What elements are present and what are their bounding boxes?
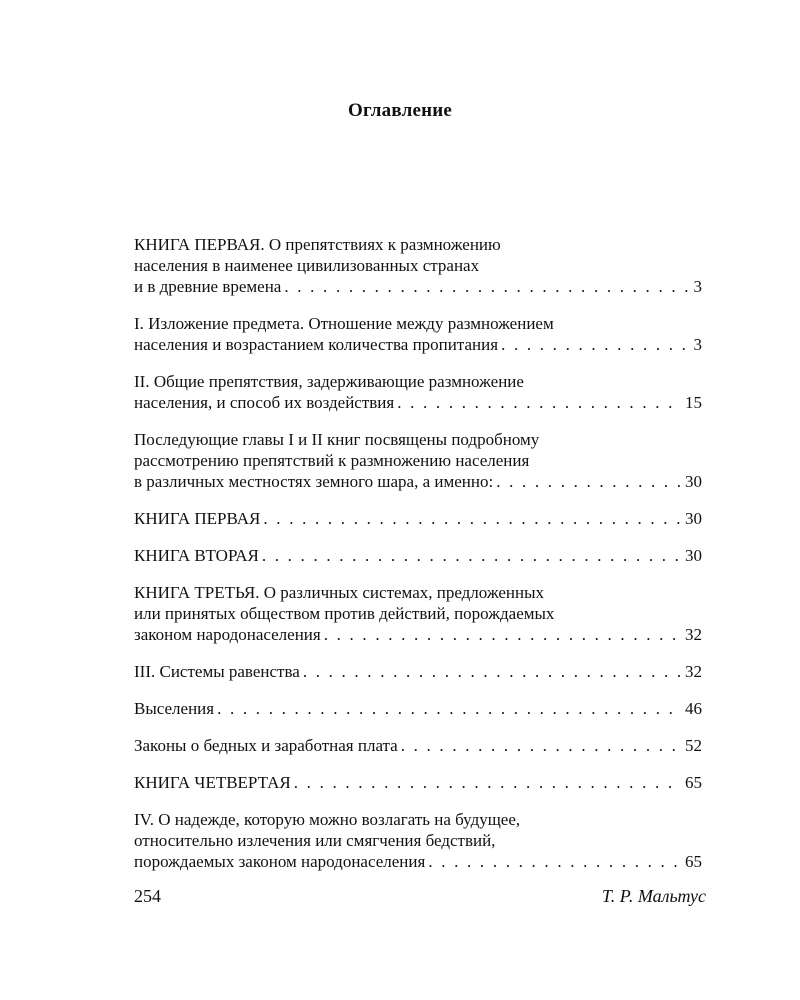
dot-leader [397,392,681,413]
toc-entry-text: населения, и способ их воздействия [134,393,395,412]
toc-page-number: 3 [693,335,702,354]
toc-entry-text: порождаемых законом народонаселения [134,852,426,871]
toc-entry [134,313,702,355]
toc-entry-line: или принятых обществом против действий, порождаемых [134,604,555,623]
dot-leader [294,772,681,793]
toc-entry-text: и в древние времена [134,277,282,296]
toc-entry-line: II. Общие препятствия, задерживающие размножение [134,372,524,391]
dot-leader [263,508,681,529]
toc-entry-last-line [134,624,702,645]
toc-entry-line: населения в наименее цивилизованных странах [134,256,480,275]
toc-entry [134,582,702,645]
toc-entry [134,234,702,297]
toc-entry-last-line [134,661,702,682]
toc-page-number: 65 [685,852,702,871]
toc-entry-last-line [134,334,702,355]
running-author: Т. Р. Мальтус [601,886,706,906]
toc-entry-text: КНИГА ЧЕТВЕРТАЯ [134,773,291,792]
toc-entry-text: III. Системы равенства [134,662,300,681]
toc-page-number: 30 [685,546,702,565]
dot-leader [284,276,689,297]
toc-entry-last-line [134,735,702,756]
toc-entry [134,809,702,872]
dot-leader [501,334,689,355]
toc-entry-text: Выселения [134,699,215,718]
toc-entry-last-line [134,508,702,529]
toc-entry-line: КНИГА ТРЕТЬЯ. О различных системах, предложенных [134,583,545,602]
toc-page-number: 32 [685,662,702,681]
toc-page-number: 15 [685,393,702,412]
dot-leader [324,624,681,645]
toc-entry-last-line [134,276,702,297]
toc-page-number: 65 [685,773,702,792]
toc-entry [134,545,702,566]
toc-entry [134,508,702,529]
toc-entry-last-line [134,471,702,492]
toc-entry-line: рассмотрению препятствий к размножению населения [134,451,530,470]
toc-entry-text: Законы о бедных и заработная плата [134,736,398,755]
toc-entry [134,429,702,492]
toc-page-number: 3 [693,277,702,296]
toc-page-number: 52 [685,736,702,755]
toc-entry-text: в различных местностях земного шара, а именно: [134,472,494,491]
dot-leader [217,698,681,719]
toc-entry [134,661,702,682]
dot-leader [401,735,681,756]
toc-entry [134,698,702,719]
toc-entry-last-line [134,772,702,793]
dot-leader [496,471,681,492]
toc-entry [134,772,702,793]
toc-entry-last-line [134,392,702,413]
toc-entry-line: относительно излечения или смягчения бедствий, [134,831,496,850]
toc-page-number: 30 [685,509,702,528]
toc-entry-last-line [134,545,702,566]
toc-entry-last-line [134,851,702,872]
toc-page-number: 46 [685,699,702,718]
toc-entry-text: населения и возрастанием количества пропитания [134,335,499,354]
toc-entry-text: КНИГА ПЕРВАЯ [134,509,261,528]
toc-entry-text: КНИГА ВТОРАЯ [134,546,259,565]
dot-leader [303,661,681,682]
dot-leader [262,545,681,566]
page-number: 254 [134,886,161,906]
toc-entry-line: I. Изложение предмета. Отношение между размножением [134,314,554,333]
toc-entry [134,735,702,756]
table-of-contents [134,234,702,888]
page-title: Оглавление [347,100,453,121]
toc-entry-last-line [134,698,702,719]
toc-page-number: 30 [685,472,702,491]
toc-entry-line: Последующие главы I и II книг посвящены подробному [134,430,540,449]
toc-entry-line: КНИГА ПЕРВАЯ. О препятствиях к размножению [134,235,501,254]
toc-entry-line: IV. О надежде, которую можно возлагать на будущее, [134,810,521,829]
dot-leader [428,851,681,872]
toc-entry-text: законом народонаселения [134,625,321,644]
toc-entry [134,371,702,413]
toc-page-number: 32 [685,625,702,644]
